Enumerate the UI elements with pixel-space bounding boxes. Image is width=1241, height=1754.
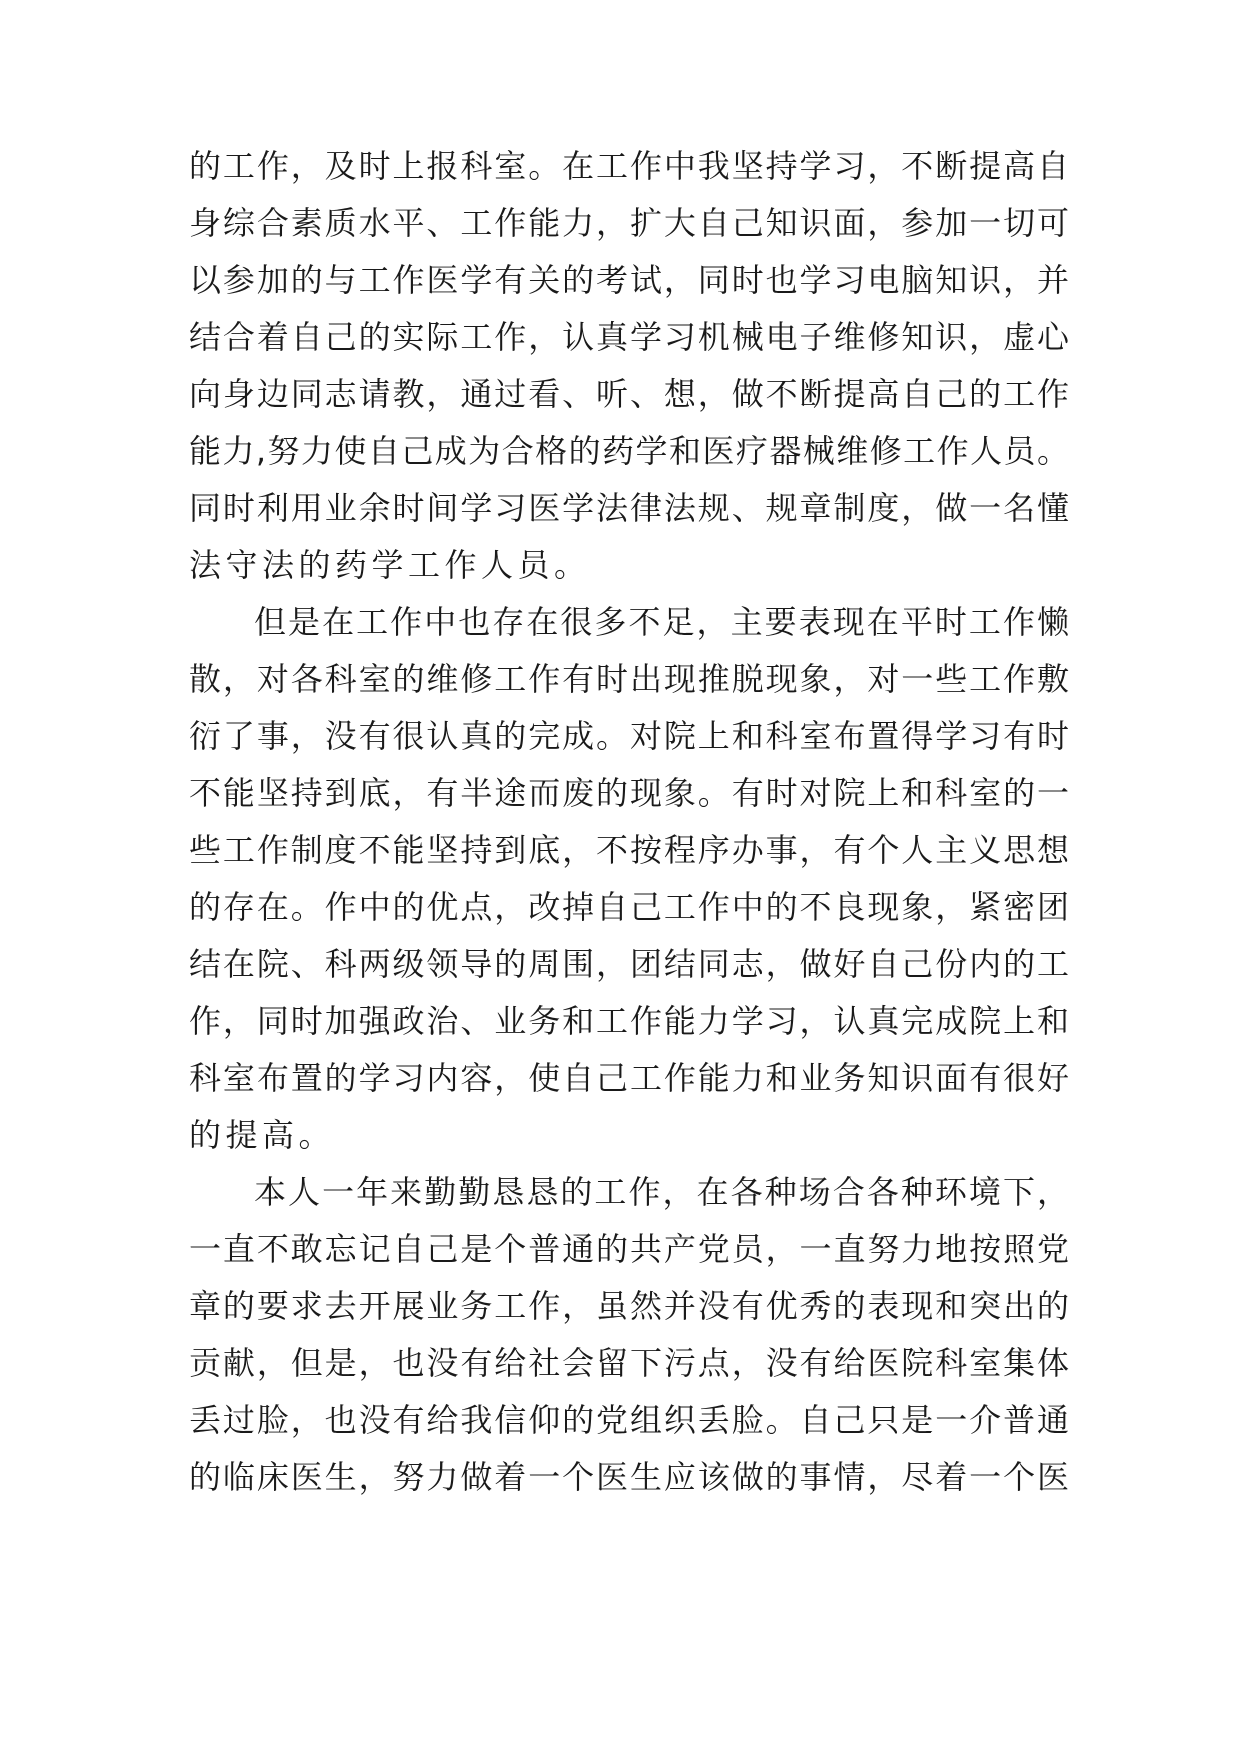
text-line: 贡献，但是，也没有给社会留下污点，没有给医院科室集体 bbox=[189, 1344, 1069, 1382]
text-line: 以参加的与工作医学有关的考试，同时也学习电脑知识，并 bbox=[189, 261, 1069, 299]
text-line: 的临床医生，努力做着一个医生应该做的事情，尽着一个医 bbox=[189, 1458, 1069, 1496]
text-line: 一直不敢忘记自己是个普通的共产党员，一直努力地按照党 bbox=[189, 1230, 1069, 1268]
text-line: 衍了事，没有很认真的完成。对院上和科室布置得学习有时 bbox=[189, 717, 1069, 755]
text-line: 的提高。 bbox=[189, 1116, 336, 1154]
text-line: 章的要求去开展业务工作，虽然并没有优秀的表现和突出的 bbox=[189, 1287, 1069, 1325]
text-line: 些工作制度不能坚持到底，不按程序办事，有个人主义思想 bbox=[189, 831, 1069, 869]
text-line: 向身边同志请教，通过看、听、想，做不断提高自己的工作 bbox=[189, 375, 1069, 413]
text-line: 结合着自己的实际工作，认真学习机械电子维修知识，虚心 bbox=[189, 318, 1069, 356]
text-line: 的存在。作中的优点，改掉自己工作中的不良现象，紧密团 bbox=[189, 888, 1069, 926]
text-line: 丢过脸，也没有给我信仰的党组织丢脸。自己只是一介普通 bbox=[189, 1401, 1069, 1439]
paragraph-first-line: 但是在工作中也存在很多不足，主要表现在平时工作懒 bbox=[254, 603, 1069, 641]
text-line: 法守法的药学工作人员。 bbox=[189, 546, 591, 584]
text-line: 身综合素质水平、工作能力，扩大自己知识面，参加一切可 bbox=[189, 204, 1069, 242]
text-line: 能力,努力使自己成为合格的药学和医疗器械维修工作人员。 bbox=[189, 432, 1069, 470]
text-line: 不能坚持到底，有半途而废的现象。有时对院上和科室的一 bbox=[189, 774, 1069, 812]
text-line: 科室布置的学习内容，使自己工作能力和业务知识面有很好 bbox=[189, 1059, 1069, 1097]
text-line: 作，同时加强政治、业务和工作能力学习，认真完成院上和 bbox=[189, 1002, 1069, 1040]
text-line: 的工作，及时上报科室。在工作中我坚持学习，不断提高自 bbox=[189, 147, 1069, 185]
text-line: 结在院、科两级领导的周围，团结同志，做好自己份内的工 bbox=[189, 945, 1069, 983]
text-line: 散，对各科室的维修工作有时出现推脱现象，对一些工作敷 bbox=[189, 660, 1069, 698]
text-line: 同时利用业余时间学习医学法律法规、规章制度，做一名懂 bbox=[189, 489, 1069, 527]
paragraph-first-line: 本人一年来勤勤恳恳的工作，在各种场合各种环境下， bbox=[254, 1173, 1069, 1211]
